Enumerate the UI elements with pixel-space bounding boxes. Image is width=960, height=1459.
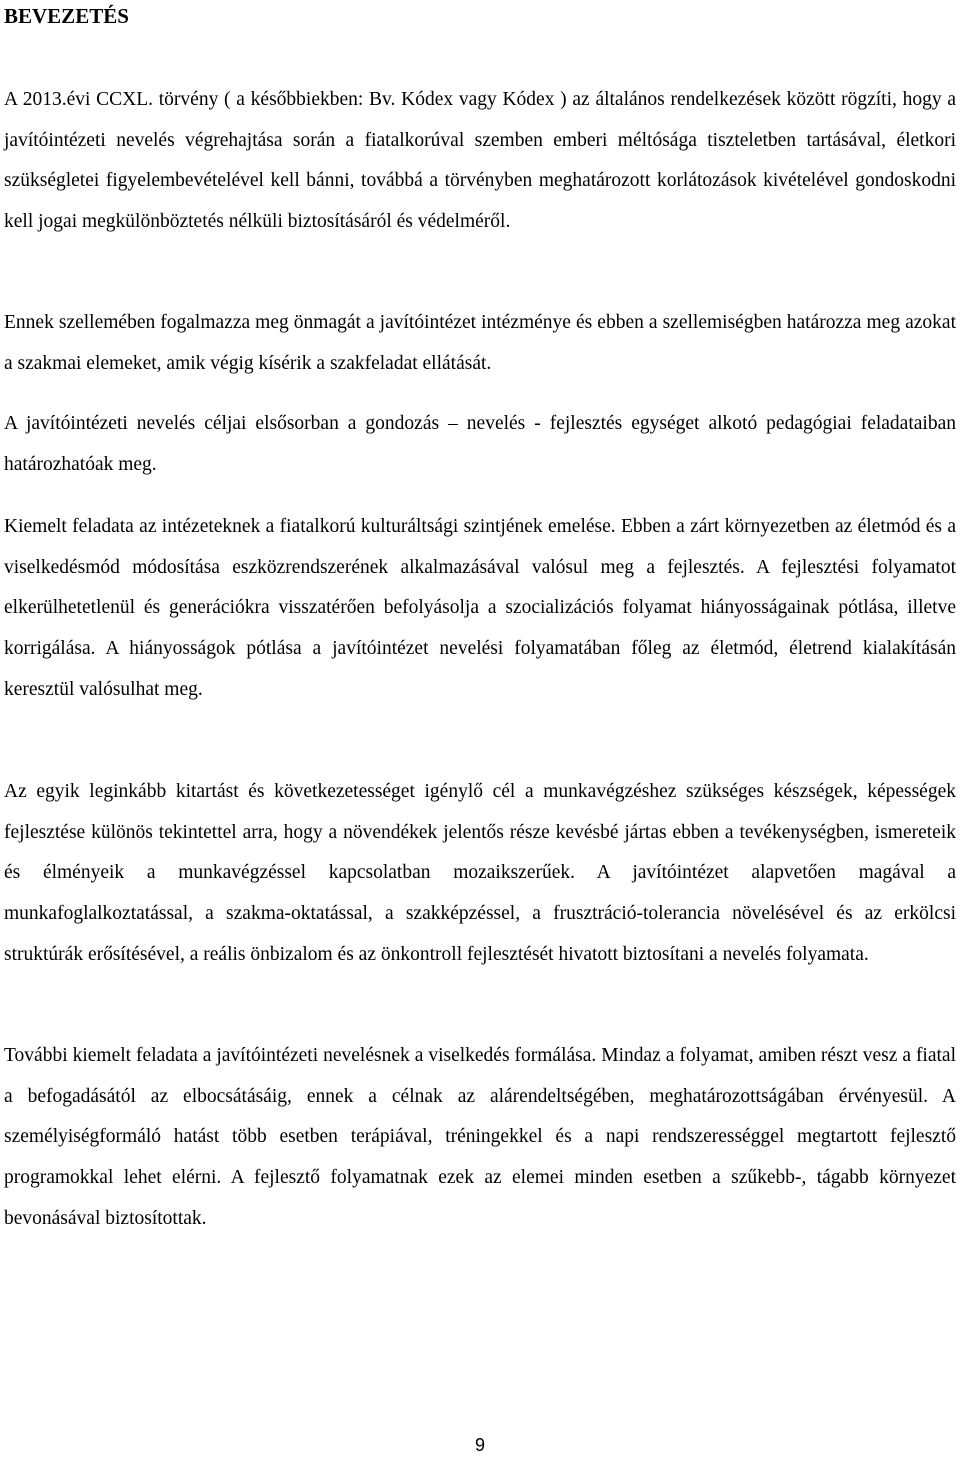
paragraph-legal-basis: A 2013.évi CCXL. törvény ( a későbbiekben: Bv. Kódex vagy Kódex ) az általános rendelkezések között rögzíti, hogy a javítóintézeti nevelés végrehajtása során a fiatalkorúval szemben emberi méltósága tiszteletben tartásával, életkori szükségletei figyelembevételével kell bánni, továbbá a törvényben meghatározott korlátozások kivételével gondoskodni kell jogai megkülönböztetés nélküli biztosításáról és védelméről. (4, 89, 956, 232)
paragraph-institution-spirit: Ennek szellemében fogalmazza meg önmagát a javítóintézet intézménye és ebben a szellemiségben határozza meg azokat a szakmai elemeket, amik végig kísérik a szakfeladat ellátását. (4, 312, 956, 374)
page-number: 9 (474, 1435, 485, 1455)
paragraph-goals: A javítóintézeti nevelés céljai elsősorban a gondozás – nevelés - fejlesztés egységet alkotó pedagógiai feladataiban határozhatóak meg. (4, 413, 956, 475)
paragraph-culture-level: Kiemelt feladata az intézeteknek a fiatalkorú kulturáltsági szintjének emelése. Ebben a zárt környezetben az életmód és a viselkedésmód módosítása eszközrendszerének alkalmazásával valósul meg a fejlesztés. A fejlesztési folyamatot elkerülhetetlenül és generációkra visszatérően befolyásolja a szocializációs folyamat hiányosságainak pótlása, illetve korrigálása. A hiányosságok pótlása a javítóintézet nevelési folyamatában főleg az életmód, életrend kialakításán keresztül valósulhat meg. (4, 516, 956, 700)
section-heading: BEVEZETÉS (4, 4, 129, 28)
paragraph-behaviour-shaping: További kiemelt feladata a javítóintézeti nevelésnek a viselkedés formálása. Mindaz a folyamat, amiben részt vesz a fiatal a befogadásától az elbocsátásáig, ennek a célnak az alárendeltségében, meghatározottságában érvényesül. A személyiségformáló hatást több esetben terápiával, tréningekkel és a napi rendszerességgel megtartott fejlesztő programokkal lehet elérni. A fejlesztő folyamatnak ezek az elemei minden esetben a szűkebb-, tágabb környezet bevonásával biztosítottak. (4, 1045, 956, 1229)
paragraph-work-skills: Az egyik leginkább kitartást és következetességet igénylő cél a munkavégzéshez szükséges készségek, képességek fejlesztése különös tekintettel arra, hogy a növendékek jelentős része kevésbé jártas ebben a tevékenységben, ismereteik és élményeik a munkavégzéssel kapcsolatban mozaikszerűek. A javítóintézet alapvetően magával a munkafoglalkoztatással, a szakma-oktatással, a szakképzéssel, a frusztráció-tolerancia növelésével és az erkölcsi struktúrák erősítésével, a reális önbizalom és az önkontroll fejlesztését hivatott biztosítani a nevelés folyamata. (4, 781, 956, 965)
